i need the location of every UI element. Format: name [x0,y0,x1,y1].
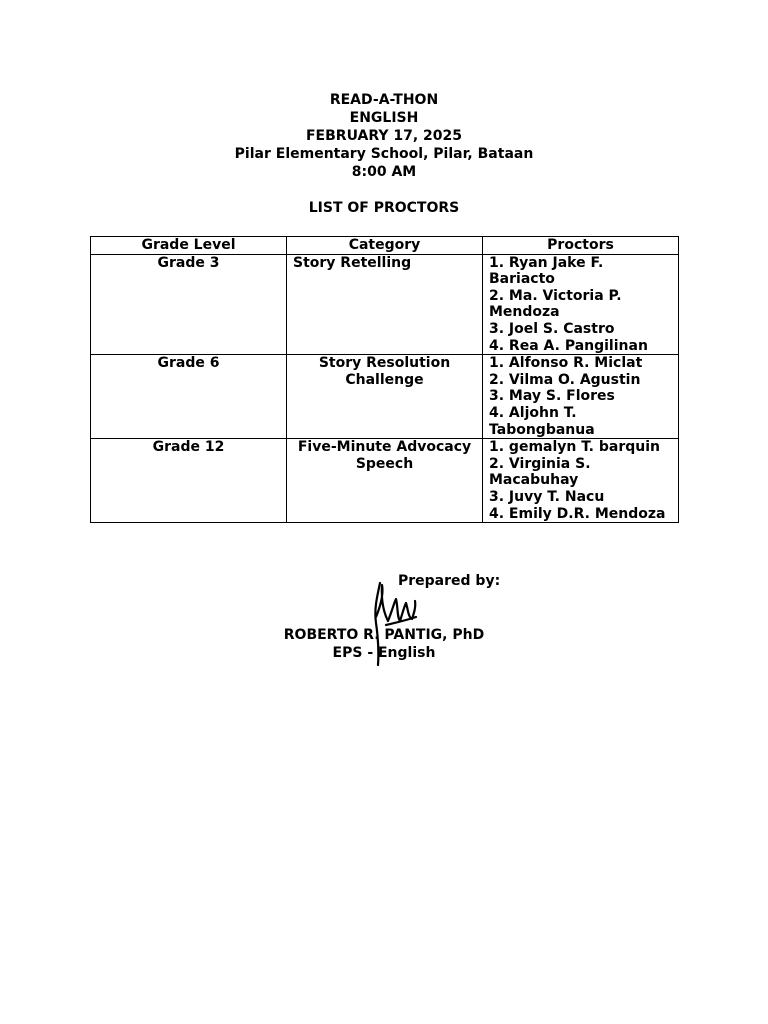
proctor-item: 4. Rea A. Pangilinan [489,337,648,354]
grade-cell: Grade 12 [91,439,287,523]
event-date: FEBRUARY 17, 2025 [305,128,463,144]
prepared-by-label: Prepared by: [398,573,501,589]
proctor-item: 2. Ma. Victoria P. Mendoza [489,287,622,321]
proctor-item: 2. Virginia S. Macabuhay [489,455,591,489]
column-header-proctors: Proctors [483,237,679,255]
table-header-row [91,237,679,255]
signatory-name: ROBERTO R. PANTIG, PhD [283,627,485,643]
proctors-table [90,236,679,523]
proctor-item: 1. gemalyn T. barquin [489,439,660,456]
event-time: 8:00 AM [351,164,417,180]
table-row [91,355,679,439]
proctor-item: 3. Joel S. Castro [489,320,615,337]
subject-title: ENGLISH [349,110,419,126]
column-header-grade-level: Grade Level [91,237,287,255]
category-cell: Five-Minute Advocacy Speech [287,439,483,523]
proctor-item: 4. Emily D.R. Mendoza [489,505,666,522]
column-header-category: Category [287,237,483,255]
proctor-item: 1. Ryan Jake F. Bariacto [489,254,604,288]
table-row [91,439,679,523]
signatory-position: EPS - English [332,645,436,661]
proctors-cell [483,254,679,355]
list-title: LIST OF PROCTORS [308,200,460,216]
signatory-block [0,626,768,662]
category-cell: Story Retelling [287,254,483,355]
event-title: READ-A-THON [329,92,439,108]
proctors-cell [483,355,679,439]
proctor-item: 3. May S. Flores [489,388,615,405]
table-row [91,254,679,355]
proctor-item: 3. Juvy T. Nacu [489,488,605,505]
proctor-item: 1. Alfonso R. Miclat [489,355,643,372]
proctor-item: 2. Vilma O. Agustin [489,371,641,388]
grade-cell: Grade 6 [91,355,287,439]
event-venue: Pilar Elementary School, Pilar, Bataan [234,146,534,162]
document-header [0,91,768,181]
proctors-cell [483,439,679,523]
proctor-item: 4. Aljohn T. Tabongbanua [489,404,595,438]
grade-cell: Grade 3 [91,254,287,355]
category-cell: Story Resolution Challenge [287,355,483,439]
